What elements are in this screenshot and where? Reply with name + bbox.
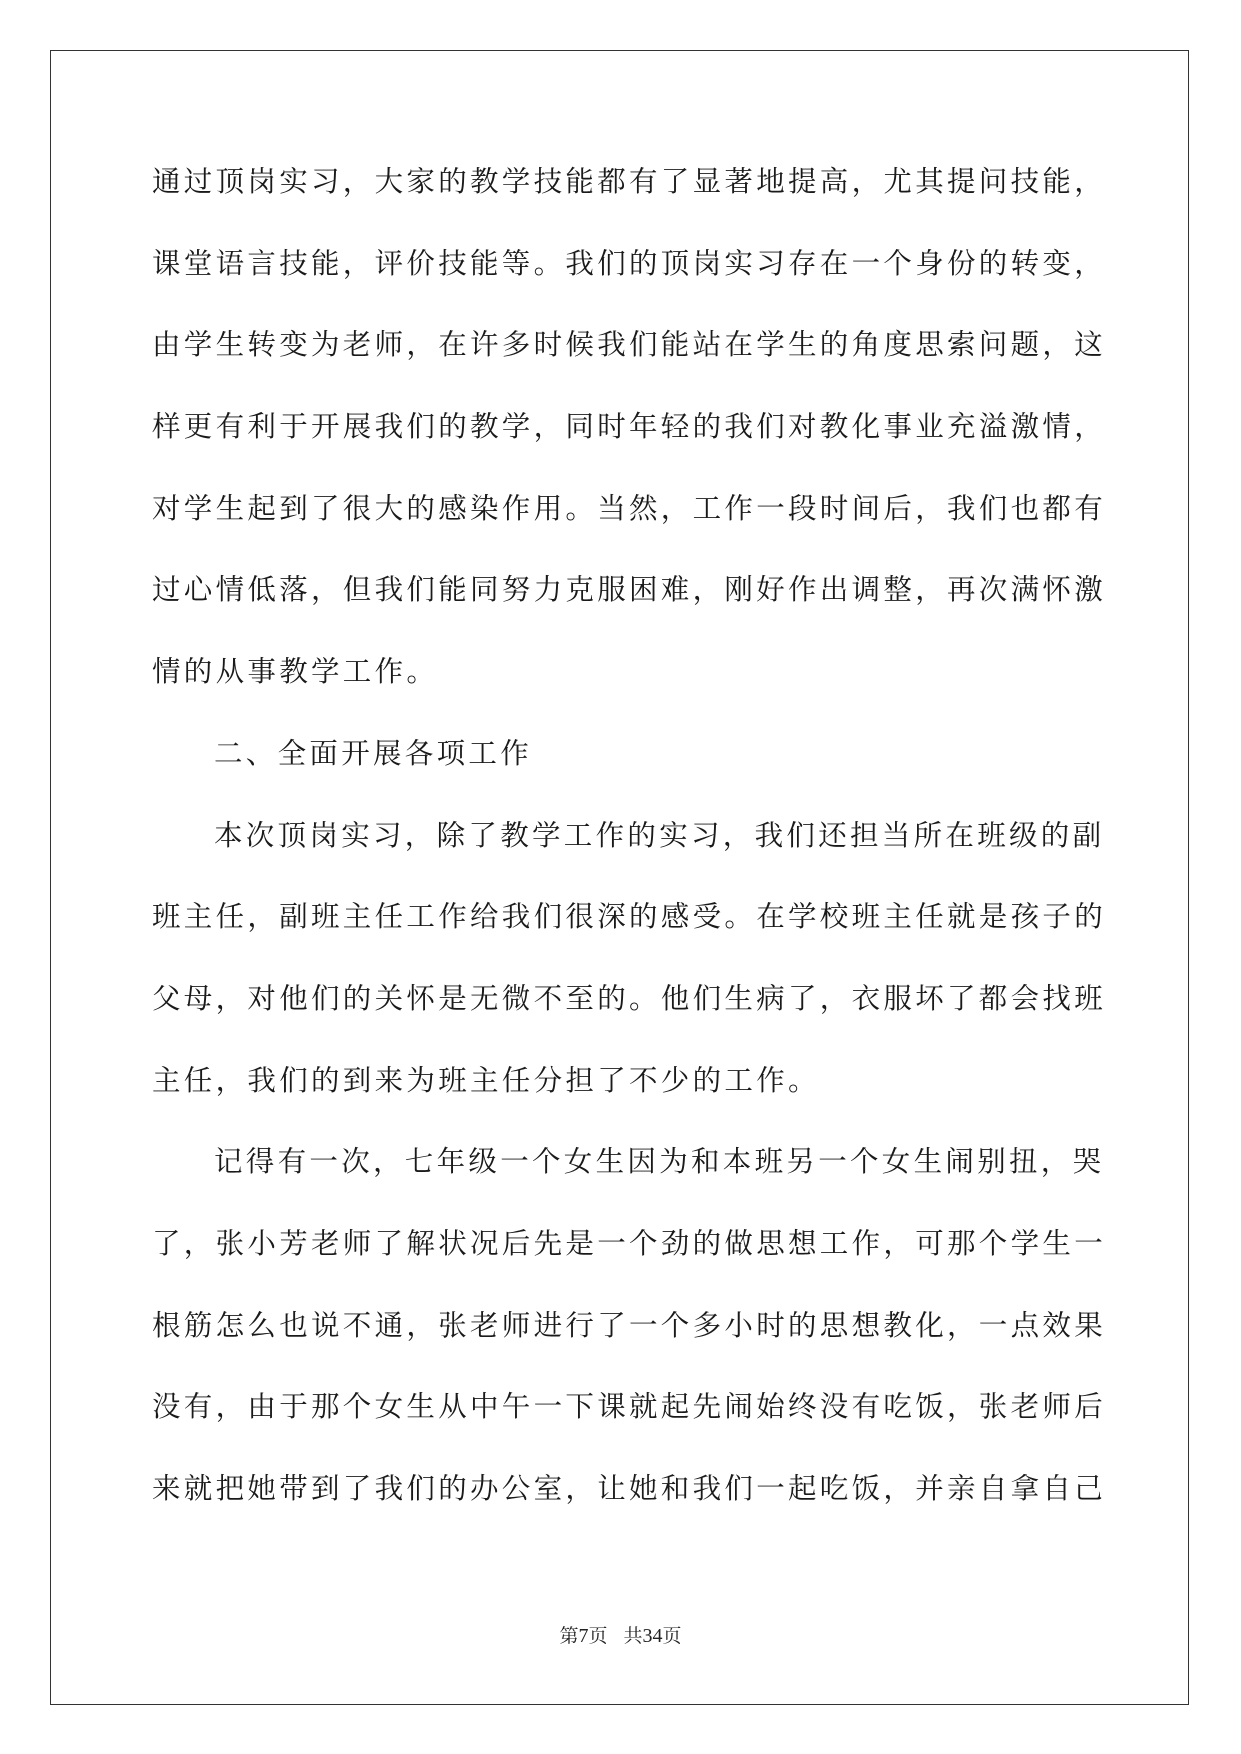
footer-total-prefix: 共 [623,1625,643,1647]
current-page-number: 7 [578,1625,589,1647]
document-body [152,164,1107,1553]
text-line: 主任，我们的到来为班主任分担了不少的工作。 [152,1063,820,1097]
section-heading: 二、全面开展各项工作 [214,736,533,770]
text-line: 来就把她带到了我们的办公室，让她和我们一起吃饭，并亲自拿自己 [152,1472,1107,1505]
text-line: 通过顶岗实习，大家的教学技能都有了显著地提高，尤其提问技能， [152,165,1107,198]
text-line: 本次顶岗实习，除了教学工作的实习，我们还担当所在班级的副 [214,818,1105,852]
text-line: 了，张小芳老师了解状况后先是一个劲的做思想工作，可那个学生一 [152,1226,1107,1260]
text-line: 没有，由于那个女生从中午一下课就起先闹始终没有吃饭，张老师后 [152,1390,1107,1424]
text-line: 样更有利于开展我们的教学，同时年轻的我们对教化事业充溢激情， [152,410,1107,444]
text-line: 根筋怎么也说不通，张老师进行了一个多小时的思想教化，一点效果 [152,1308,1107,1342]
footer-prefix: 第 [559,1625,579,1647]
footer-total-suffix: 页 [662,1625,682,1647]
text-line: 班主任，副班主任工作给我们很深的感受。在学校班主任就是孩子的 [152,900,1107,934]
text-line: 由学生转变为老师，在许多时候我们能站在学生的角度思索问题，这 [152,328,1107,362]
text-line: 情的从事教学工作。 [152,655,439,689]
text-line: 过心情低落，但我们能同努力克服困难，刚好作出调整，再次满怀激 [152,573,1107,607]
text-line: 记得有一次，七年级一个女生因为和本班另一个女生闹别扭，哭 [214,1145,1105,1179]
text-line: 对学生起到了很大的感染作用。当然，工作一段时间后，我们也都有 [152,491,1107,525]
footer-page-suffix: 页 [588,1625,608,1647]
total-page-count: 34 [642,1625,663,1647]
text-line: 课堂语言技能，评价技能等。我们的顶岗实习存在一个身份的转变， [152,246,1107,280]
text-line: 父母，对他们的关怀是无微不至的。他们生病了，衣服坏了都会找班 [152,981,1107,1015]
page-footer [0,1624,1241,1648]
